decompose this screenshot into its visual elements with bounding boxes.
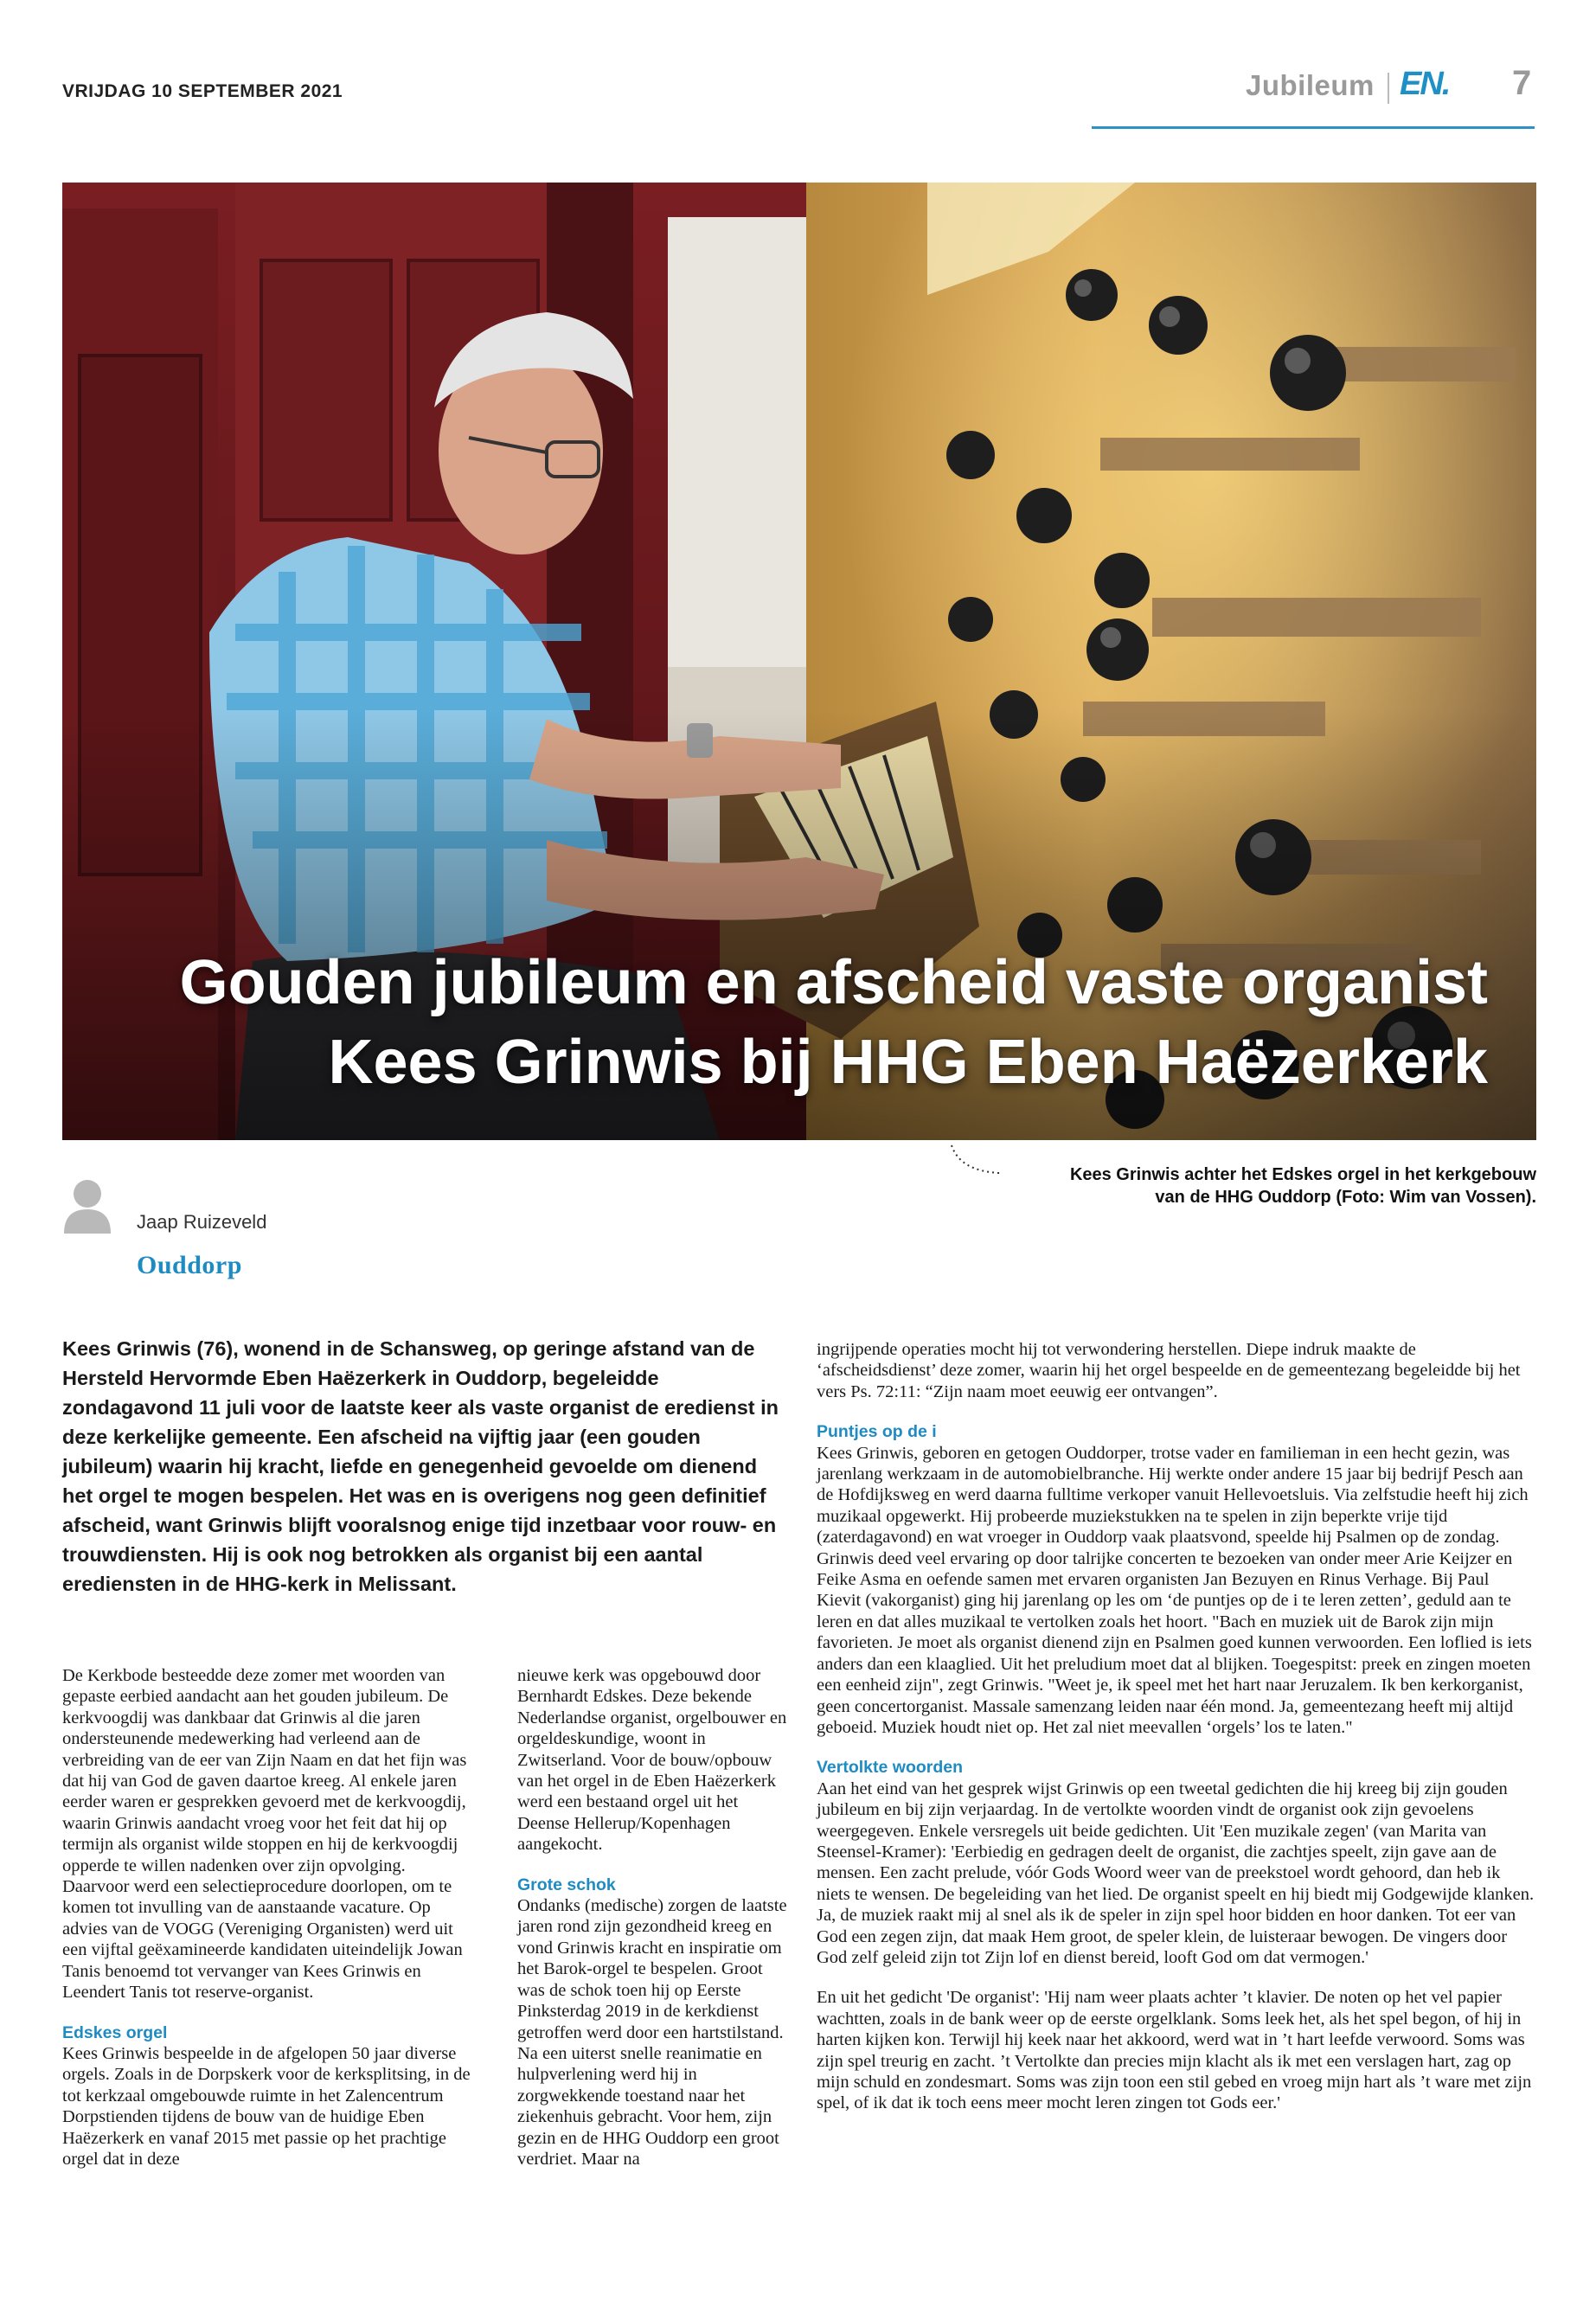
newspaper-logo: EN. xyxy=(1400,66,1450,102)
headline-line-2: Kees Grinwis bij HHG Eben Haëzerkerk xyxy=(328,1028,1488,1097)
subheading-edskes-orgel: Edskes orgel xyxy=(62,2022,168,2042)
header-divider xyxy=(1388,73,1389,104)
body-column-1 xyxy=(62,1665,476,2170)
headline-line-1: Gouden jubileum en afscheid vaste organist xyxy=(179,948,1488,1017)
author-name: Jaap Ruizeveld xyxy=(137,1211,267,1233)
body-paragraph: Kees Grinwis, geboren en getogen Ouddorper, trotse vader en familieman in een hecht gezin, was jarenlang werkzaam in de automobielbranche. Hij werkte onder andere 15 jaar bij bedrijf Pesch aan de Hofdijksweg en werd daarna fulltime verkoper vanuit Hellevoetsluis. Via zelfstudie heeft hij zich muzikaal opgewerkt. Hij probeerde muziekstukken na te spelen in zijn beperkte vrije tijd (zaterdagavond) en wat vroeger in Ouddorp vaak plaatsvond, speelde hij Psalmen op de zondag. Grinwis deed veel ervaring op door talrijke concerten te bezoeken van onder meer Arie Keijzer en Feike Asma en oefende samen met ervaren organisten Jan Bezuyen en Rinus Verhage. Bij Paul Kievit (vakorganist) ging hij jarenlang op les om ‘de puntjes op de i te leren zetten’, geduld aan te leren en dat alles muzikaal te vertolken zoals het hoort. "Bach en muziek uit de Barok zijn mijn favorieten. Je moet als organist dienend zijn en Psalmen goed kunnen verwoorden. Een loflied is iets anders dan een klaaglied. Uit het preludium moet dat al blijken. Toegespitst: preek en zingen moeten een eenheid zijn", zegt Grinwis. "Weet je, ik speel met het hart naar Jeruzalem. Ik ben kerkorganist, geen concertorganist. Massale samenzang leiden naar één mond. Ja, gemeentezang heeft mij altijd geboeid. Muziek houdt niet op. Het zal niet meevallen ‘orgels’ los te laten." xyxy=(817,1443,1532,1737)
body-column-2 xyxy=(517,1665,792,2170)
lead-text: Kees Grinwis (76), wonend in de Schansweg, op geringe afstand van de Hersteld Hervormde Eben Haëzerkerk in Ouddorp, begeleidde zondagavond 11 juli voor de laatste keer als vaste organist de eredienst in deze kerkelijke gemeente. Een afscheid na vijftig jaar (een gouden jubileum) waarin hij kracht, liefde en genegenheid gevoelde om dienend het orgel te mogen bespelen. Het was en is overigens nog geen definitief afscheid, want Grinwis blijft vooralsnog enige tijd inzetbaar voor rouw- en trouwdiensten. Hij is ook nog betrokken als organist bij een aantal erediensten in de HHG-kerk in Melissant. xyxy=(62,1337,779,1595)
body-paragraph: Aan het eind van het gesprek wijst Grinwis op een tweetal gedichten die hij kreeg bij zijn gouden jubileum en bij zijn verjaardag. In de vertolkte woorden vindt de organist ook zijn gevoelens weergegeven. Enkele versregels uit beide gedichten. Uit 'Een muzikale zegen' (van Marita van Steensel-Kramer): 'Eerbiedig en gedragen deelt de organist, die zachtjes speelt, zijn gave aan de mensen. Een zacht prelude, vóór Gods Woord weer van de preekstoel wordt gehoord, dan heb ik niets te wensen. De begeleiding van het lied. De organist speelt en hij biedt mij Godgewijde klanken. Ja, de muziek raakt mij al snel als ik de speler in zijn spel hoor bidden en hoor danken. Tot eer van God een zegen zijn, dat maak Hem groot, de speler klein, de luisteraar bewogen. De vingers door God zelf geleid zijn tot Zijn lof en dienst bereid, looft God om dat vermogen.' xyxy=(817,1779,1535,1967)
issue-date: VRIJDAG 10 SEPTEMBER 2021 xyxy=(62,81,343,101)
subheading-grote-schok: Grote schok xyxy=(517,1875,616,1894)
body-column-3 xyxy=(817,1339,1535,2114)
person-silhouette-icon xyxy=(62,1176,112,1234)
subheading-puntjes-op-de-i: Puntjes op de i xyxy=(817,1422,937,1442)
body-paragraph: nieuwe kerk was opgebouwd door Bernhardt Edskes. Deze bekende Nederlandse organist, orgelbouwer en orgeldeskundige, woont in Zwitserland. Voor de bouw/opbouw van het orgel in de Eben Haëzerkerk werd een bestaand orgel uit het Deense Hellerup/Kopenhagen aangekocht. xyxy=(517,1666,787,1855)
article-headline xyxy=(121,943,1488,1102)
page-number: 7 xyxy=(1512,64,1532,102)
body-paragraph: Ondanks (medische) zorgen de laatste jaren rond zijn gezondheid kreeg en vond Grinwis kracht en inspiratie om het Barok-orgel te bespelen. Groot was de schok toen hij op Eerste Pinksterdag 2019 in de kerkdienst getroffen werd door een hartstilstand. Na een uiterst snelle reanimatie en hulpverlening werd hij in zorgwekkende toestand naar het ziekenhuis gebracht. Voor hem, zijn gezin en de HHG Ouddorp een groot verdriet. Maar na xyxy=(517,1896,787,2169)
body-paragraph: Kees Grinwis bespeelde in de afgelopen 50 jaar diverse orgels. Zoals in de Dorpskerk voor de kerksplitsing, in de tot kerkzaal omgebouwde ruimte in het Zalencentrum Dorpstienden tijdens de bouw van de huidige Eben Haëzerkerk en vanaf 2015 met passie op het prachtige orgel dat in deze xyxy=(62,2043,471,2169)
section-title: Jubileum xyxy=(1246,69,1375,101)
lead-paragraph xyxy=(62,1334,780,1599)
body-paragraph: En uit het gedicht 'De organist': 'Hij nam weer plaats achter ’t klavier. De noten op het vel papier wachtten, zoals in de bank weer op de eerste orgelklank. Soms leek het, als het spel begon, of hij in harten kijken kon. Terwijl hij keek naar het akkoord, werd wat in ’t hart leefde verwoord. Soms was zijn spel treurig en zacht. ’t Vertolkte dan precies mijn klacht als ik met een verslagen hart, zag op mijn schuld en zondesmart. Soms was zijn toon een stil gebed en vroeg mijn hart als ’t ware met zijn spel, of ik dat ik toch eens meer mocht leren zingen tot Gods eer.' xyxy=(817,1988,1532,2113)
dateline-place: Ouddorp xyxy=(137,1251,242,1279)
body-paragraph: ingrijpende operaties mocht hij tot verwondering herstellen. Diepe indruk maakte de ‘afscheidsdienst’ deze zomer, waarin hij het orgel bespeelde en de gemeentezang begeleidde bij het vers Ps. 72:11: “Zijn naam moet eeuwig eer ontvangen”. xyxy=(817,1340,1521,1401)
body-paragraph: De Kerkbode besteedde deze zomer met woorden van gepaste eerbied aandacht aan het gouden jubileum. De kerkvoogdij was dankbaar dat Grinwis al die jaren ondersteunende medewerking had verleend aan de verbreiding van de eer van Zijn Naam en dat het fijn was dat hij van God de gaven daartoe kreeg. Al enkele jaren eerder waren er gesprekken gevoerd met de kerkvoogdij, waarin Grinwis aandacht vroeg voor het feit dat hij op termijn als organist wilde stoppen en hij de kerkvoogdij opperde te willen nadenken over zijn opvolging. Daarvoor werd een selectieprocedure doorlopen, om te komen tot invulling van de aanstaande vacature. Op advies van de VOGG (Vereniging Organisten) werd uit een vijftal geëxamineerde kandidaten uiteindelijk Jowan Tanis benoemd tot vervanger van Kees Grinwis en Leendert Tanis tot reserve-organist. xyxy=(62,1666,467,2003)
photo-caption xyxy=(952,1163,1536,1208)
caption-line-2: van de HHG Ouddorp (Foto: Wim van Vossen). xyxy=(1155,1188,1536,1207)
subheading-vertolkte-woorden: Vertolkte woorden xyxy=(817,1758,964,1778)
header-rule xyxy=(1092,126,1535,129)
caption-line-1: Kees Grinwis achter het Edskes orgel in het kerkgebouw xyxy=(1069,1165,1536,1184)
